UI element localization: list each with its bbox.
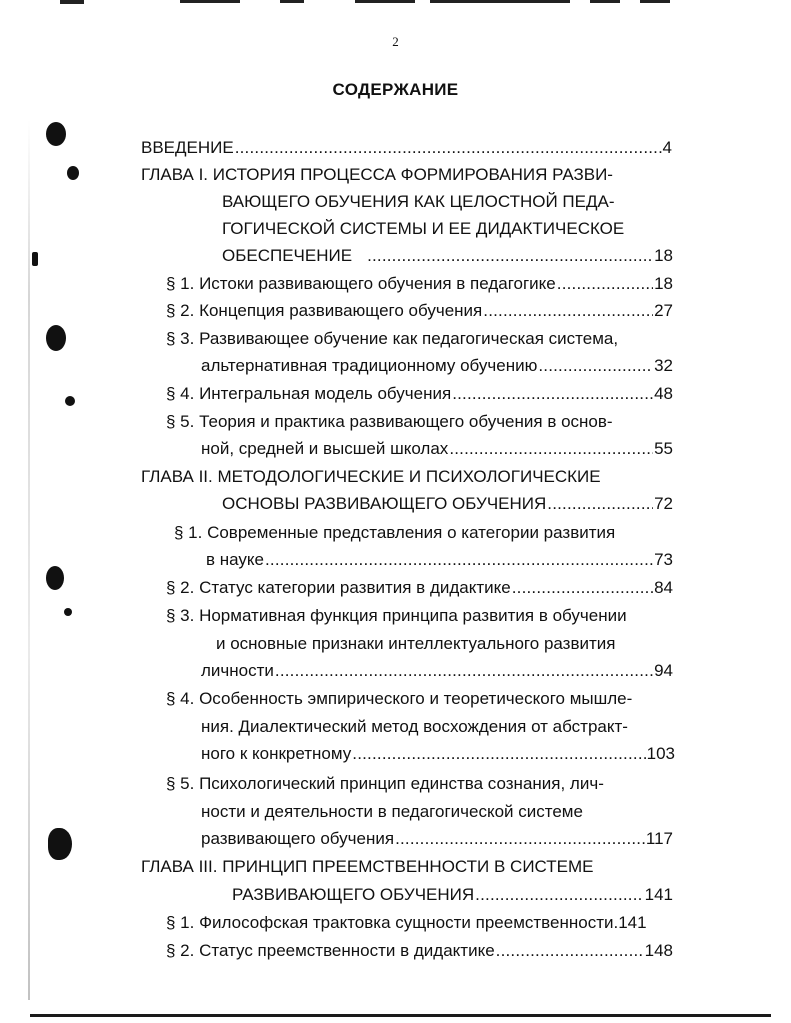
toc-entry-chapter-2 [222, 494, 673, 514]
toc-page-number: 32 [654, 356, 673, 375]
toc-entry-section [206, 550, 673, 570]
punch-hole [46, 325, 66, 351]
toc-entry-section [166, 913, 673, 933]
toc-entry-section [166, 941, 673, 961]
scan-edge-bottom [30, 1014, 771, 1017]
page-title: СОДЕРЖАНИЕ [332, 80, 459, 99]
toc-entry-label: § 2. Статус преемственности в дидактике [166, 941, 495, 960]
toc-entry-section [166, 578, 673, 598]
dot-leader [547, 494, 653, 514]
toc-chapter-heading: ГОГИЧЕСКОЙ СИСТЕМЫ И ЕЕ ДИДАКТИЧЕСКОЕ [222, 219, 625, 238]
dot-leader [557, 274, 653, 294]
toc-chapter-heading: ГЛАВА II. МЕТОДОЛОГИЧЕСКИЕ И ПСИХОЛОГИЧЕСКИЕ [141, 467, 601, 486]
dot-leader [395, 829, 645, 849]
dot-leader [452, 384, 653, 404]
toc-entry-label: § 2. Статус категории развития в дидактике [166, 578, 511, 597]
toc-entry-label: § 4. Интегральная модель обучения [166, 384, 452, 403]
toc-entry-section [201, 744, 675, 764]
toc-entry-label: и основные признаки интеллектуального развития [216, 634, 616, 653]
toc-page-number: 94 [654, 661, 673, 680]
toc-entry-label: ВВЕДЕНИЕ [141, 138, 234, 157]
toc-chapter-heading: ВАЮЩЕГО ОБУЧЕНИЯ КАК ЦЕЛОСТНОЙ ПЕДА- [222, 192, 615, 211]
toc-entry-label: § 4. Особенность эмпирического и теоретического мышле- [166, 689, 633, 708]
dot-leader [512, 578, 653, 598]
toc-chapter-heading: ГЛАВА III. ПРИНЦИП ПРЕЕМСТВЕННОСТИ В СИСТЕМЕ [141, 857, 594, 876]
toc-page-number: 55 [654, 439, 673, 458]
toc-entry-label: альтернативная традиционному обучению [201, 356, 538, 375]
page-number: 2 [392, 34, 399, 49]
scan-edge-top [430, 0, 570, 3]
toc-page-number: 117 [645, 829, 673, 848]
toc-entry-label: ния. Диалектический метод восхождения от абстракт- [201, 717, 628, 736]
toc-page-number: 84 [654, 578, 673, 597]
dot-leader [235, 138, 662, 158]
scan-edge-top [590, 0, 620, 3]
scan-edge-left [28, 120, 30, 1000]
toc-entry-section [166, 274, 673, 294]
punch-hole [48, 828, 72, 860]
toc-entry-section [201, 439, 673, 459]
toc-entry-section [166, 384, 673, 404]
punch-hole [65, 396, 75, 406]
toc-entry-label: § 3. Нормативная функция принципа развития в обучении [166, 606, 627, 625]
toc-entry-label: ного к конкретному [201, 744, 352, 763]
toc-entry-label: ной, средней и высшей школах [201, 439, 449, 458]
scan-edge-top [640, 0, 670, 3]
dot-leader [449, 439, 653, 459]
scan-edge-top [355, 0, 415, 3]
punch-hole [64, 608, 72, 616]
toc-entry-label: ОСНОВЫ РАЗВИВАЮЩЕГО ОБУЧЕНИЯ [222, 494, 547, 513]
toc-entry-label: § 3. Развивающее обучение как педагогическая система, [166, 329, 619, 348]
dot-leader [352, 744, 645, 764]
toc-page-number: 18 [654, 274, 673, 293]
toc-entry-label: § 5. Теория и практика развивающего обучения в основ- [166, 412, 613, 431]
scan-edge-top [60, 0, 84, 4]
toc-entry-chapter-1 [222, 246, 673, 266]
toc-entry-label: ОБЕСПЕЧЕНИЕ [222, 246, 353, 265]
toc-entry-label: § 1. Истоки развивающего обучения в педагогике [166, 274, 556, 293]
toc-page-number: 27 [654, 301, 673, 320]
toc-page-number: 18 [654, 246, 673, 265]
punch-hole [67, 166, 79, 180]
toc-entry-introduction [141, 138, 672, 158]
dot-leader [367, 246, 653, 266]
toc-page-number: 103 [646, 744, 675, 763]
toc-entry-section [201, 829, 673, 849]
toc-entry-chapter-3 [232, 885, 673, 905]
toc-chapter-heading: ГЛАВА I. ИСТОРИЯ ПРОЦЕССА ФОРМИРОВАНИЯ РАЗВИ- [141, 165, 613, 184]
toc-entry-label: личности [201, 661, 274, 680]
punch-hole [32, 252, 38, 266]
punch-hole [46, 122, 66, 146]
toc-entry-section [201, 356, 673, 376]
toc-entry-label: развивающего обучения [201, 829, 395, 848]
toc-page-number: 141 [644, 885, 673, 904]
toc-entry-section [201, 661, 673, 681]
toc-page-number: 148 [644, 941, 673, 960]
punch-hole [46, 566, 64, 590]
toc-entry-label: § 2. Концепция развивающего обучения [166, 301, 483, 320]
dot-leader [265, 550, 653, 570]
toc-entry-section [166, 301, 673, 321]
toc-entry-label: § 5. Психологический принцип единства сознания, лич- [166, 774, 604, 793]
toc-entry-label: РАЗВИВАЮЩЕГО ОБУЧЕНИЯ [232, 885, 475, 904]
toc-page-number: 73 [654, 550, 673, 569]
scan-edge-top [280, 0, 304, 3]
toc-page-number: 4 [662, 138, 672, 157]
toc-page-number: 48 [654, 384, 673, 403]
dot-leader [275, 661, 653, 681]
toc-page-number: 72 [654, 494, 673, 513]
toc-entry-label: § 1. Философская трактовка сущности преемственности. [166, 913, 619, 932]
toc-page-number: 141 [618, 913, 647, 932]
scan-edge-top [180, 0, 240, 3]
toc-entry-label: § 1. Современные представления о категории развития [174, 523, 616, 542]
toc-entry-label: в науке [206, 550, 264, 569]
dot-leader [496, 941, 644, 961]
toc-entry-label: ности и деятельности в педагогической системе [201, 802, 583, 821]
dot-leader [538, 356, 653, 376]
dot-leader [483, 301, 653, 321]
dot-leader [475, 885, 643, 905]
